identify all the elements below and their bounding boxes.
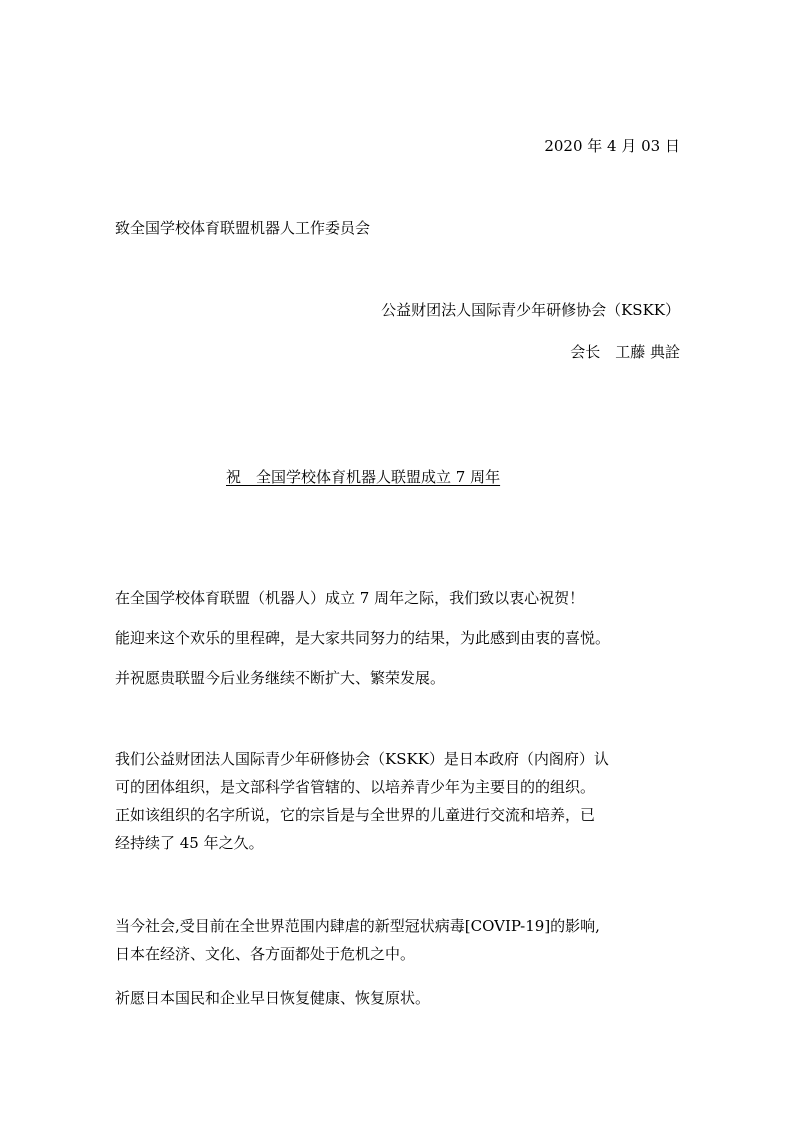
paragraph-line: 当今社会,受目前在全世界范围内肆虐的新型冠状病毒[COVIP-19]的影响, <box>115 917 600 935</box>
paragraph-line: 并祝愿贵联盟今后业务继续不断扩大、繁荣发展。 <box>115 669 446 687</box>
paragraph-line: 祈愿日本国民和企业早日恢复健康、恢复原状。 <box>115 989 431 1007</box>
paragraph-prayer <box>115 984 680 1012</box>
paragraph-wishes <box>115 664 680 692</box>
letter-recipient: 致全国学校体育联盟机器人工作委员会 <box>115 219 371 237</box>
letter-date: 2020 年 4 月 03 日 <box>544 137 680 155</box>
sender-name: 会长 工藤 典詮 <box>570 343 680 361</box>
paragraph-line: 日本在经济、文化、各方面都处于危机之中。 <box>115 945 416 963</box>
paragraph-line: 能迎来这个欢乐的里程碑，是大家共同努力的结果，为此感到由衷的喜悦。 <box>115 629 611 647</box>
paragraph-about-kskk <box>115 745 680 857</box>
paragraph-covid <box>115 912 680 968</box>
sender-organization: 公益财团法人国际青少年研修协会（KSKK） <box>381 301 680 319</box>
paragraph-line: 在全国学校体育联盟（机器人）成立 7 周年之际，我们致以衷心祝贺！ <box>115 589 585 607</box>
letter-title: 祝 全国学校体育机器人联盟成立 7 周年 <box>226 468 501 486</box>
paragraph-line: 我们公益财团法人国际青少年研修协会（KSKK）是日本政府（内阁府）认 <box>115 750 609 768</box>
paragraph-line: 经持续了 45 年之久。 <box>115 834 264 852</box>
paragraph-milestone <box>115 624 680 652</box>
paragraph-congratulations <box>115 584 680 612</box>
paragraph-line: 正如该组织的名字所说，它的宗旨是与全世界的儿童进行交流和培养，已 <box>115 806 596 824</box>
paragraph-line: 可的团体组织，是文部科学省管辖的、以培养青少年为主要目的的组织。 <box>115 778 596 796</box>
